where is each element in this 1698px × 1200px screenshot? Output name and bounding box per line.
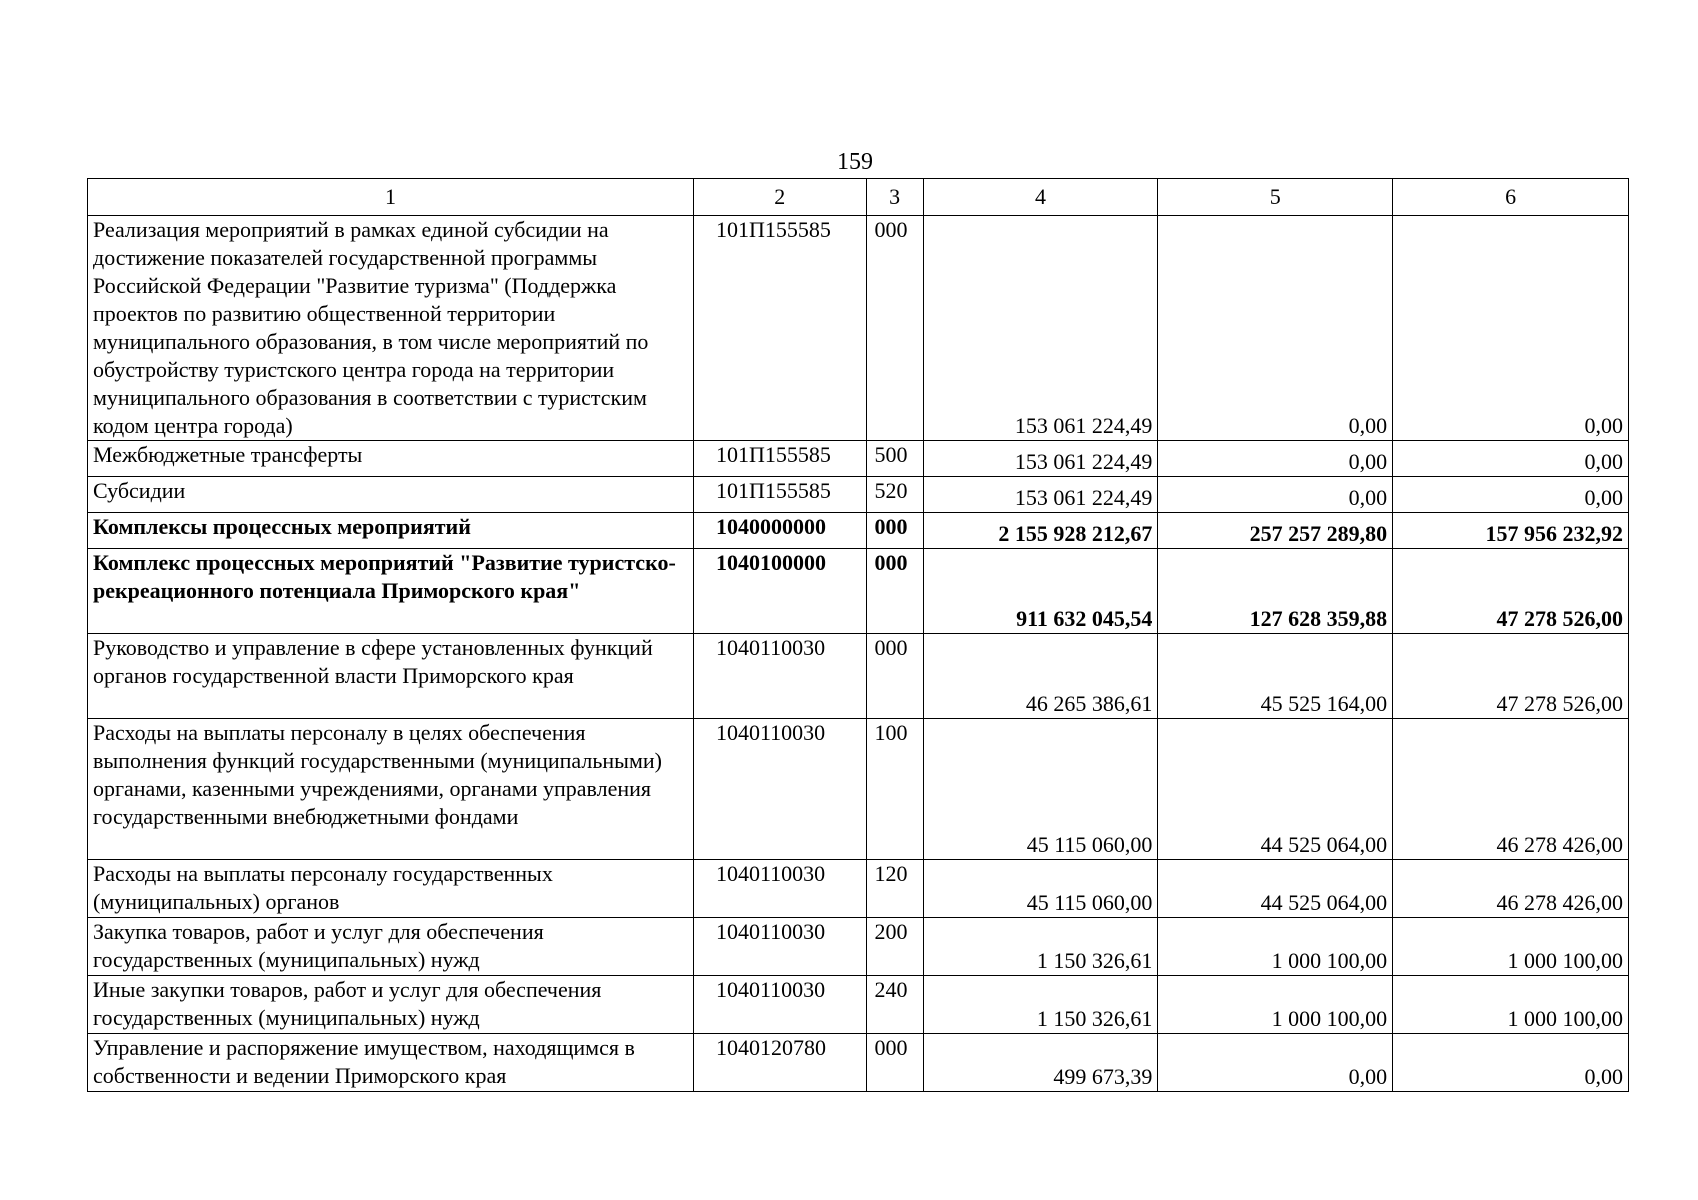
- row-value-5: 44 525 064,00: [1158, 719, 1393, 860]
- table-body: [88, 216, 1629, 1092]
- row-value-4: 499 673,39: [923, 1034, 1158, 1092]
- row-name: Расходы на выплаты персоналу в целях обеспечения выполнения функций государственными (муниципальными) органами, казенными учреждениями, органами управления государственными внебюджетными фондами: [88, 719, 694, 860]
- row-code: 1040110030: [693, 918, 866, 976]
- header-row: [88, 179, 1629, 216]
- row-name: Расходы на выплаты персоналу государственных (муниципальных) органов: [88, 860, 694, 918]
- row-code: 1040000000: [693, 513, 866, 549]
- row-name: Иные закупки товаров, работ и услуг для обеспечения государственных (муниципальных) нужд: [88, 976, 694, 1034]
- row-code: 1040110030: [693, 976, 866, 1034]
- row-value-5: 127 628 359,88: [1158, 549, 1393, 634]
- row-value-6: 1 000 100,00: [1393, 976, 1629, 1034]
- column-header-4: 4: [923, 179, 1158, 216]
- table-row: [88, 1034, 1629, 1092]
- row-type: 000: [866, 634, 923, 719]
- row-value-4: 153 061 224,49: [923, 441, 1158, 477]
- row-value-6: 0,00: [1393, 441, 1629, 477]
- row-type: 000: [866, 216, 923, 441]
- row-value-4: 46 265 386,61: [923, 634, 1158, 719]
- table-row: [88, 860, 1629, 918]
- row-value-5: 1 000 100,00: [1158, 918, 1393, 976]
- row-value-4: 153 061 224,49: [923, 477, 1158, 513]
- row-type: 000: [866, 1034, 923, 1092]
- row-code: 101П155585: [693, 216, 866, 441]
- row-type: 100: [866, 719, 923, 860]
- row-name: Управление и распоряжение имуществом, находящимся в собственности и ведении Приморского края: [88, 1034, 694, 1092]
- table-row: [88, 918, 1629, 976]
- row-value-4: 45 115 060,00: [923, 719, 1158, 860]
- row-value-5: 45 525 164,00: [1158, 634, 1393, 719]
- row-value-4: 153 061 224,49: [923, 216, 1158, 441]
- row-name: Комплекс процессных мероприятий "Развитие туристско-рекреационного потенциала Приморского края": [88, 549, 694, 634]
- row-type: 500: [866, 441, 923, 477]
- row-value-6: 1 000 100,00: [1393, 918, 1629, 976]
- table-row: [88, 477, 1629, 513]
- row-name: Реализация мероприятий в рамках единой субсидии на достижение показателей государственной программы Российской Федерации "Развитие туризма" (Поддержка проектов по развитию общественной территории муниципального образования, в том числе мероприятий по обустройству туристского центра города на территории муниципального образования в соответствии с туристским кодом центра города): [88, 216, 694, 441]
- row-value-6: 0,00: [1393, 477, 1629, 513]
- row-code: 1040110030: [693, 860, 866, 918]
- column-header-5: 5: [1158, 179, 1393, 216]
- row-value-5: 0,00: [1158, 216, 1393, 441]
- row-value-5: 44 525 064,00: [1158, 860, 1393, 918]
- row-code: 1040110030: [693, 719, 866, 860]
- row-value-6: 46 278 426,00: [1393, 860, 1629, 918]
- row-code: 1040120780: [693, 1034, 866, 1092]
- row-type: 520: [866, 477, 923, 513]
- table-row: [88, 719, 1629, 860]
- row-type: 000: [866, 513, 923, 549]
- row-value-6: 47 278 526,00: [1393, 634, 1629, 719]
- column-header-6: 6: [1393, 179, 1629, 216]
- table-row: [88, 976, 1629, 1034]
- row-name: Комплексы процессных мероприятий: [88, 513, 694, 549]
- row-code: 101П155585: [693, 441, 866, 477]
- row-name: Руководство и управление в сфере установленных функций органов государственной власти Приморского края: [88, 634, 694, 719]
- row-type: 000: [866, 549, 923, 634]
- row-value-6: 46 278 426,00: [1393, 719, 1629, 860]
- table-row: [88, 216, 1629, 441]
- column-header-1: 1: [88, 179, 694, 216]
- row-name: Межбюджетные трансферты: [88, 441, 694, 477]
- page-number: 159: [837, 149, 873, 175]
- row-type: 120: [866, 860, 923, 918]
- row-value-4: 911 632 045,54: [923, 549, 1158, 634]
- table-row: [88, 634, 1629, 719]
- row-value-5: 257 257 289,80: [1158, 513, 1393, 549]
- column-header-2: 2: [693, 179, 866, 216]
- row-code: 1040110030: [693, 634, 866, 719]
- row-value-5: 0,00: [1158, 1034, 1393, 1092]
- row-value-4: 1 150 326,61: [923, 976, 1158, 1034]
- row-value-4: 1 150 326,61: [923, 918, 1158, 976]
- row-code: 101П155585: [693, 477, 866, 513]
- column-header-3: 3: [866, 179, 923, 216]
- row-type: 240: [866, 976, 923, 1034]
- row-value-4: 2 155 928 212,67: [923, 513, 1158, 549]
- table-row: [88, 441, 1629, 477]
- row-value-5: 0,00: [1158, 441, 1393, 477]
- row-value-5: 0,00: [1158, 477, 1393, 513]
- budget-table: [87, 178, 1629, 1092]
- row-name: Субсидии: [88, 477, 694, 513]
- row-value-6: 157 956 232,92: [1393, 513, 1629, 549]
- table-row: [88, 549, 1629, 634]
- row-value-6: 0,00: [1393, 1034, 1629, 1092]
- row-name: Закупка товаров, работ и услуг для обеспечения государственных (муниципальных) нужд: [88, 918, 694, 976]
- row-value-5: 1 000 100,00: [1158, 976, 1393, 1034]
- row-code: 1040100000: [693, 549, 866, 634]
- table-row: [88, 513, 1629, 549]
- row-value-6: 47 278 526,00: [1393, 549, 1629, 634]
- row-value-6: 0,00: [1393, 216, 1629, 441]
- row-type: 200: [866, 918, 923, 976]
- row-value-4: 45 115 060,00: [923, 860, 1158, 918]
